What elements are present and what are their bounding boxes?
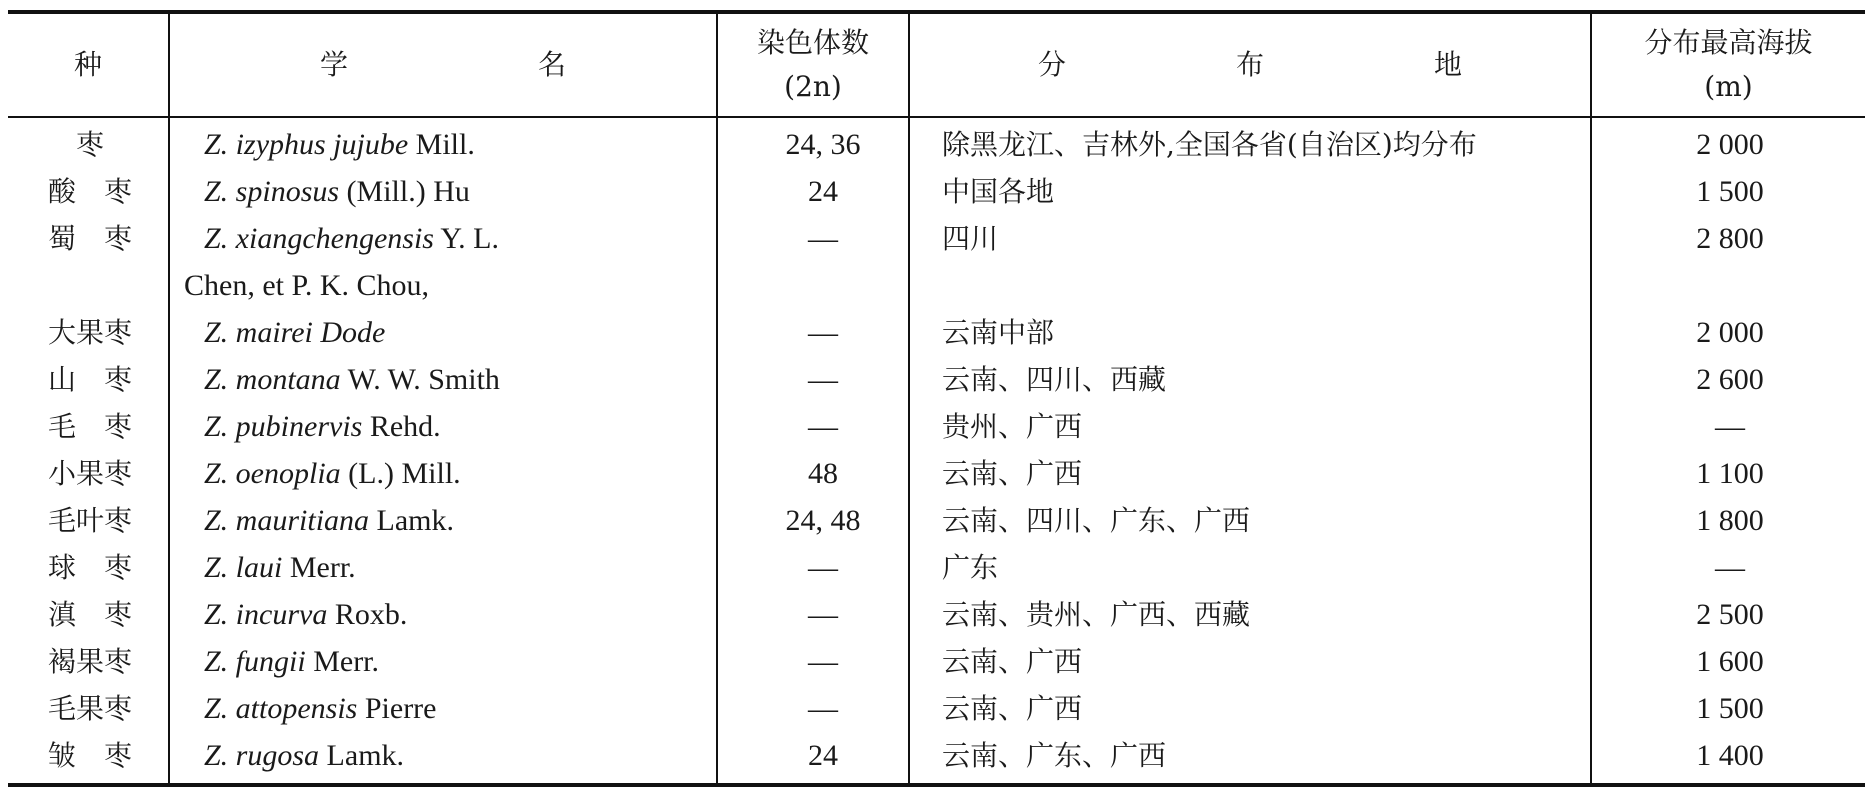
- species-table: [8, 10, 1865, 786]
- chromosome-cell: 24, 36: [785, 128, 861, 161]
- altitude-cell: 2 800: [1696, 222, 1764, 255]
- distribution-cell: 云南、四川、西藏: [942, 363, 1167, 396]
- distribution-cell: 云南中部: [942, 316, 1055, 349]
- altitude-cell: 2 000: [1696, 128, 1764, 161]
- header-dist-char-2: 布: [1235, 48, 1264, 81]
- distribution-cell: 中国各地: [942, 175, 1055, 208]
- table-row: [8, 686, 1865, 732]
- table-row: [8, 592, 1865, 638]
- species-cell: 毛果枣: [47, 692, 132, 725]
- distribution-cell: 云南、四川、广东、广西: [942, 504, 1251, 537]
- chromosome-cell: [728, 263, 918, 309]
- scientific-name-author: Y. L.: [433, 222, 499, 255]
- chromosome-cell: —: [808, 551, 838, 584]
- altitude-cell: 2 000: [1696, 316, 1764, 349]
- scientific-name-author: (L.) Mill.: [340, 457, 461, 490]
- scientific-name-author: Mill.: [408, 128, 475, 161]
- altitude-cell: [1598, 263, 1862, 309]
- distribution-cell: 云南、广西: [942, 457, 1083, 490]
- chromosome-cell: —: [808, 598, 838, 631]
- scientific-name-italic: Z. montana: [204, 363, 341, 396]
- scientific-name-author: Lamk.: [319, 739, 405, 772]
- scientific-name-italic: Z. mairei Dode: [204, 316, 386, 349]
- table-row: [8, 357, 1865, 403]
- chromosome-cell: —: [808, 645, 838, 678]
- species-cell: 球 枣: [47, 551, 132, 584]
- scientific-name-author: W. W. Smith: [340, 363, 500, 396]
- header-distribution: [910, 14, 1590, 116]
- species-cell: 毛 枣: [47, 410, 132, 443]
- species-cell: 蜀 枣: [47, 222, 132, 255]
- scientific-name-italic: Z. pubinervis: [204, 410, 363, 443]
- species-cell: 小果枣: [47, 457, 132, 490]
- header-sci-char-2: 名: [538, 48, 567, 81]
- species-cell: 大果枣: [47, 316, 132, 349]
- scientific-name-italic: Z. attopensis: [204, 692, 358, 725]
- altitude-cell: 1 100: [1696, 457, 1764, 490]
- distribution-cell: 除黑龙江、吉林外,全国各省(自治区)均分布: [942, 128, 1477, 161]
- scientific-name-italic: Z. oenoplia: [204, 457, 341, 490]
- table-row: [8, 451, 1865, 497]
- distribution-cell: 四川: [942, 222, 999, 255]
- distribution-cell: [942, 263, 1582, 309]
- distribution-cell: 云南、贵州、广西、西藏: [942, 598, 1251, 631]
- species-cell: 滇 枣: [47, 598, 132, 631]
- distribution-cell: 云南、广东、广西: [942, 739, 1167, 772]
- header-rule: [8, 116, 1865, 118]
- scientific-name-italic: Z. rugosa: [204, 739, 320, 772]
- species-cell: [20, 263, 160, 309]
- chromosome-cell: —: [808, 692, 838, 725]
- scientific-name-author: Roxb.: [327, 598, 408, 631]
- scientific-name-author: Chen, et P. K. Chou,: [184, 269, 430, 302]
- scientific-name-author: (Mill.) Hu: [339, 175, 470, 208]
- table-row: [8, 216, 1865, 262]
- table-row: [8, 498, 1865, 544]
- distribution-cell: 云南、广西: [942, 645, 1083, 678]
- scientific-name-italic: Z. xiangchengensis: [204, 222, 434, 255]
- altitude-cell: 1 500: [1696, 175, 1764, 208]
- header-sci-char-1: 学: [319, 48, 348, 81]
- species-cell: 褐果枣: [47, 645, 132, 678]
- distribution-cell: 云南、广西: [942, 692, 1083, 725]
- chromosome-cell: —: [808, 363, 838, 396]
- table-row: [8, 310, 1865, 356]
- header-chrom-line1: 染色体数: [756, 26, 869, 59]
- header-chromosome-number: [718, 14, 908, 116]
- distribution-cell: 贵州、广西: [942, 410, 1083, 443]
- table-row: [8, 169, 1865, 215]
- species-cell: 山 枣: [47, 363, 132, 396]
- scientific-name-italic: Z. mauritiana: [204, 504, 370, 537]
- header-dist-char-3: 地: [1434, 48, 1463, 81]
- header-species: [8, 14, 168, 116]
- species-cell: 酸 枣: [47, 175, 132, 208]
- chromosome-cell: —: [808, 316, 838, 349]
- table-row: [8, 733, 1865, 779]
- scientific-name-author: Rehd.: [362, 410, 441, 443]
- chromosome-cell: 24: [808, 175, 838, 208]
- scientific-name-author: Pierre: [357, 692, 437, 725]
- table-row: [8, 122, 1865, 168]
- header-scientific-name: [170, 14, 716, 116]
- scientific-name-italic: Z. incurva: [204, 598, 328, 631]
- altitude-cell: 1 800: [1696, 504, 1764, 537]
- altitude-cell: 1 400: [1696, 739, 1764, 772]
- table-row: [8, 263, 1865, 309]
- header-chrom-line2: (2n): [784, 70, 842, 103]
- chromosome-cell: 48: [808, 457, 838, 490]
- table-row: [8, 404, 1865, 450]
- header-dist-char-1: 分: [1037, 48, 1066, 81]
- scientific-name-italic: Z. laui: [204, 551, 283, 584]
- chromosome-cell: —: [808, 222, 838, 255]
- species-cell: 枣: [75, 128, 104, 161]
- header-alt-line1: 分布最高海拔: [1644, 26, 1813, 59]
- chromosome-cell: 24, 48: [785, 504, 861, 537]
- scientific-name-italic: Z. izyphus jujube: [204, 128, 409, 161]
- altitude-cell: 1 500: [1696, 692, 1764, 725]
- scientific-name-italic: Z. spinosus: [204, 175, 340, 208]
- distribution-cell: 广东: [942, 551, 999, 584]
- table-row: [8, 545, 1865, 591]
- bottom-rule: [8, 783, 1865, 787]
- scientific-name-italic: Z. fungii: [204, 645, 306, 678]
- header-max-altitude: [1592, 14, 1865, 116]
- scientific-name-author: Merr.: [282, 551, 356, 584]
- altitude-cell: —: [1715, 410, 1745, 443]
- chromosome-cell: 24: [808, 739, 838, 772]
- scientific-name-author: Lamk.: [369, 504, 455, 537]
- altitude-cell: 2 500: [1696, 598, 1764, 631]
- altitude-cell: 2 600: [1696, 363, 1764, 396]
- altitude-cell: 1 600: [1696, 645, 1764, 678]
- species-cell: 皱 枣: [47, 739, 132, 772]
- header-alt-line2: (m): [1704, 70, 1753, 103]
- species-cell: 毛叶枣: [47, 504, 132, 537]
- scientific-name-author: Merr.: [305, 645, 380, 678]
- altitude-cell: —: [1715, 551, 1745, 584]
- table-row: [8, 639, 1865, 685]
- header-species-label: 种: [73, 48, 102, 81]
- chromosome-cell: —: [808, 410, 838, 443]
